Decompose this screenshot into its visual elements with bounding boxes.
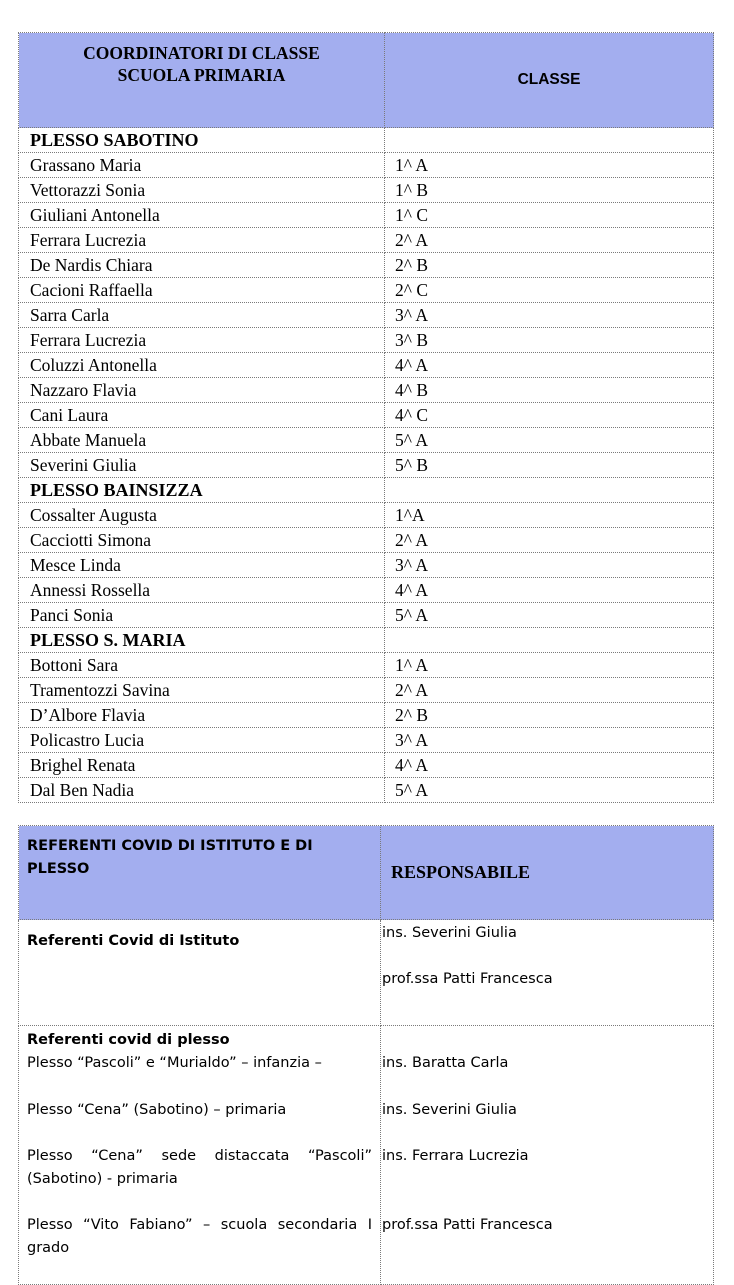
classe-value: 3^ B — [385, 328, 714, 353]
referenti-covid-table — [18, 825, 714, 1285]
plesso-line: grado — [27, 1240, 70, 1256]
classe-value: 2^ C — [385, 278, 714, 303]
coordinatori-table-body — [19, 33, 714, 803]
responsabile-name: ins. Baratta Carla — [382, 1055, 509, 1071]
responsabile-name: ins. Ferrara Lucrezia — [382, 1148, 529, 1164]
classe-value: 2^ B — [385, 253, 714, 278]
plesso-section-empty-cell — [385, 478, 714, 503]
classe-value: 1^ A — [385, 653, 714, 678]
coordinatore-name: Cacciotti Simona — [19, 528, 385, 553]
classe-value: 2^ A — [385, 528, 714, 553]
plesso-line: Plesso “Cena” sede distaccata “Pascoli” — [27, 1148, 372, 1164]
table-row — [19, 203, 714, 228]
coordinatore-name: Mesce Linda — [19, 553, 385, 578]
table-row — [19, 553, 714, 578]
coordinatore-name: Policastro Lucia — [19, 728, 385, 753]
coordinatore-name: Vettorazzi Sonia — [19, 178, 385, 203]
plesso-line: (Sabotino) - primaria — [27, 1171, 178, 1187]
table-row — [19, 703, 714, 728]
classe-value: 2^ A — [385, 228, 714, 253]
coordinatore-name: Coluzzi Antonella — [19, 353, 385, 378]
classe-value: 5^ B — [385, 453, 714, 478]
classe-value: 2^ B — [385, 703, 714, 728]
plesso-section-row — [19, 478, 714, 503]
referenti-plesso-row — [19, 1026, 714, 1285]
coordinatori-header-line: COORDINATORI DI CLASSE — [83, 43, 320, 63]
table-row — [19, 603, 714, 628]
classe-value: 3^ A — [385, 728, 714, 753]
table-row — [19, 228, 714, 253]
plesso-section-title: PLESSO S. MARIA — [19, 628, 385, 653]
classe-value: 4^ A — [385, 753, 714, 778]
classe-value: 5^ A — [385, 603, 714, 628]
table-row — [19, 678, 714, 703]
responsabile-name: prof.ssa Patti Francesca — [382, 1217, 553, 1233]
coordinatore-name: Tramentozzi Savina — [19, 678, 385, 703]
table-row — [19, 153, 714, 178]
table-row — [19, 503, 714, 528]
coordinatori-header-left — [19, 33, 385, 128]
plesso-section-empty-cell — [385, 128, 714, 153]
classe-value: 4^ A — [385, 578, 714, 603]
classe-value: 2^ A — [385, 678, 714, 703]
coordinatore-name: Ferrara Lucrezia — [19, 328, 385, 353]
table-row — [19, 278, 714, 303]
referenti-header-line: REFERENTI COVID DI ISTITUTO E DI — [27, 838, 313, 854]
table-row — [19, 303, 714, 328]
table-row — [19, 778, 714, 803]
plesso-section-title: PLESSO SABOTINO — [19, 128, 385, 153]
referenti-istituto-resp-cell — [381, 920, 714, 1026]
table-row — [19, 353, 714, 378]
table-row — [19, 178, 714, 203]
responsabile-name: prof.ssa Patti Francesca — [382, 971, 553, 987]
classe-value: 1^ B — [385, 178, 714, 203]
referenti-header-left — [19, 826, 381, 920]
coordinatore-name: Ferrara Lucrezia — [19, 228, 385, 253]
plesso-section-row — [19, 128, 714, 153]
classe-value: 4^ B — [385, 378, 714, 403]
coordinatore-name: Sarra Carla — [19, 303, 385, 328]
table-row — [19, 253, 714, 278]
plesso-line: Plesso “Vito Fabiano” – scuola secondaria I — [27, 1217, 372, 1233]
coordinatore-name: Bottoni Sara — [19, 653, 385, 678]
classe-value: 4^ C — [385, 403, 714, 428]
coordinatori-table — [18, 32, 714, 803]
referenti-istituto-cell — [19, 920, 381, 1026]
coordinatore-name: Nazzaro Flavia — [19, 378, 385, 403]
plesso-line: Plesso “Cena” (Sabotino) – primaria — [27, 1102, 287, 1118]
plesso-section-row — [19, 628, 714, 653]
coordinatore-name: Grassano Maria — [19, 153, 385, 178]
coordinatore-name: Brighel Renata — [19, 753, 385, 778]
coordinatore-name: Cacioni Raffaella — [19, 278, 385, 303]
referenti-header-line: PLESSO — [27, 861, 90, 877]
classe-value: 4^ A — [385, 353, 714, 378]
table-row — [19, 328, 714, 353]
classe-value: 1^A — [385, 503, 714, 528]
coordinatore-name: Giuliani Antonella — [19, 203, 385, 228]
table-row — [19, 403, 714, 428]
classe-value: 5^ A — [385, 428, 714, 453]
table-row — [19, 453, 714, 478]
coordinatore-name: Panci Sonia — [19, 603, 385, 628]
coordinatori-header-line: SCUOLA PRIMARIA — [117, 65, 286, 85]
responsabile-name: ins. Severini Giulia — [382, 925, 517, 941]
classe-value: 3^ A — [385, 553, 714, 578]
classe-value: 1^ A — [385, 153, 714, 178]
coordinatori-header-row — [19, 33, 714, 128]
referenti-plesso-cell — [19, 1026, 381, 1285]
classe-header: CLASSE — [385, 33, 714, 128]
classe-value: 5^ A — [385, 778, 714, 803]
table-row — [19, 528, 714, 553]
coordinatore-name: Annessi Rossella — [19, 578, 385, 603]
responsabile-name: ins. Severini Giulia — [382, 1102, 517, 1118]
table-row — [19, 428, 714, 453]
table-row — [19, 578, 714, 603]
referenti-istituto-label: Referenti Covid di Istituto — [27, 933, 240, 949]
plesso-section-title: PLESSO BAINSIZZA — [19, 478, 385, 503]
table-row — [19, 378, 714, 403]
referenti-plesso-resp-cell — [381, 1026, 714, 1285]
referenti-plesso-label: Referenti covid di plesso — [27, 1032, 230, 1048]
plesso-line: Plesso “Pascoli” e “Murialdo” – infanzia – — [27, 1055, 322, 1071]
plesso-section-empty-cell — [385, 628, 714, 653]
coordinatore-name: D’Albore Flavia — [19, 703, 385, 728]
coordinatore-name: Abbate Manuela — [19, 428, 385, 453]
coordinatore-name: Cani Laura — [19, 403, 385, 428]
table-row — [19, 728, 714, 753]
table-row — [19, 653, 714, 678]
coordinatore-name: De Nardis Chiara — [19, 253, 385, 278]
classe-value: 1^ C — [385, 203, 714, 228]
coordinatore-name: Severini Giulia — [19, 453, 385, 478]
table-row — [19, 753, 714, 778]
responsabile-header: RESPONSABILE — [381, 826, 714, 920]
coordinatore-name: Dal Ben Nadia — [19, 778, 385, 803]
classe-value: 3^ A — [385, 303, 714, 328]
coordinatore-name: Cossalter Augusta — [19, 503, 385, 528]
referenti-istituto-row — [19, 920, 714, 1026]
referenti-header-row — [19, 826, 714, 920]
